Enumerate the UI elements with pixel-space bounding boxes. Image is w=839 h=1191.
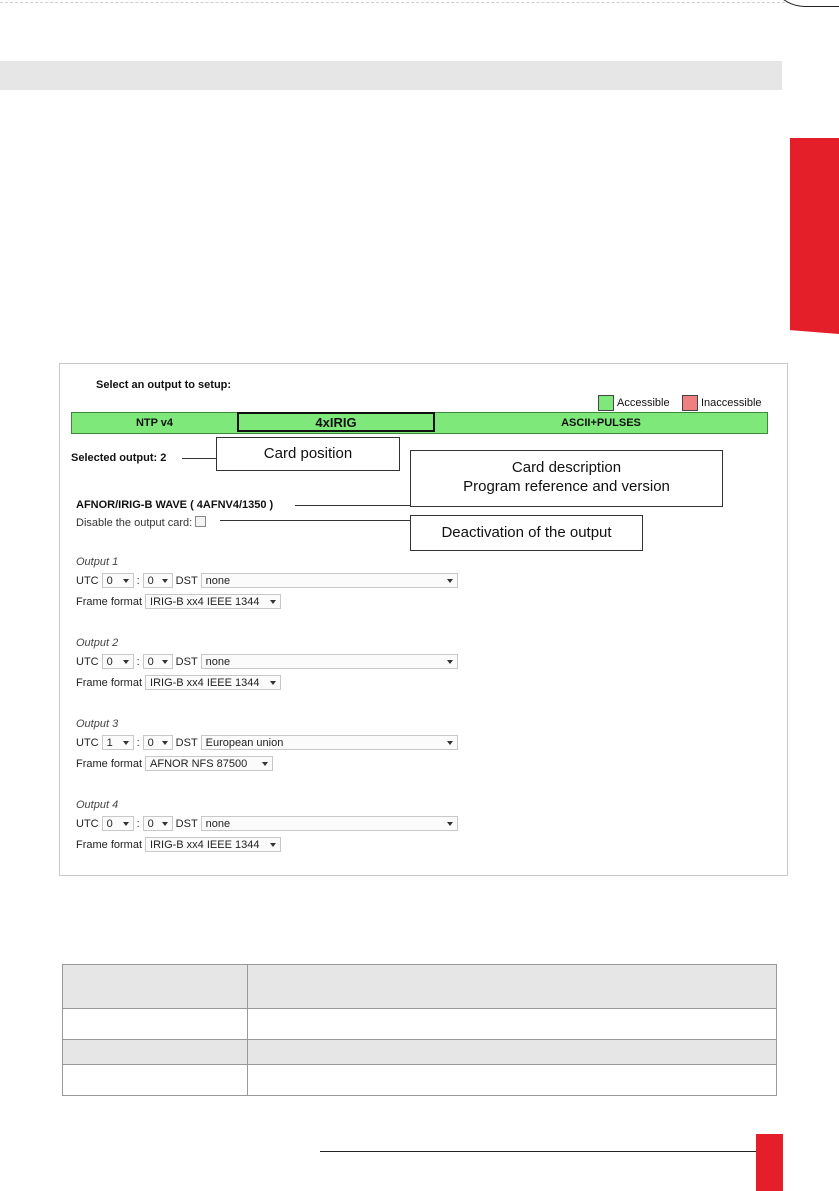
frame-format-value: IRIG-B xx4 IEEE 1344 (150, 676, 260, 689)
chevron-down-icon (447, 741, 453, 745)
table-cell (63, 1040, 248, 1065)
dst-label: DST (175, 574, 198, 587)
card-title: AFNOR/IRIG-B WAVE ( 4AFNV4/1350 ) (76, 499, 274, 511)
utc-minutes-select[interactable] (143, 816, 173, 831)
output-group-4 (76, 799, 461, 857)
utc-hours-select[interactable] (102, 573, 134, 588)
chevron-down-icon (123, 741, 129, 745)
frame-row (76, 593, 461, 610)
header-band (0, 61, 782, 90)
utc-hours-value: 0 (106, 574, 113, 587)
leader-line-position (182, 458, 216, 459)
table-row (63, 1065, 777, 1096)
output-group-1 (76, 556, 461, 614)
output-title: Output 2 (76, 637, 119, 649)
chevron-down-icon (447, 660, 453, 664)
footer-rule (320, 1151, 756, 1152)
chevron-down-icon (270, 843, 276, 847)
utc-hours-select[interactable] (102, 654, 134, 669)
utc-row (76, 653, 461, 670)
dst-value: none (205, 574, 231, 587)
utc-minutes-value: 0 (147, 817, 154, 830)
disable-card-label: Disable the output card: (76, 517, 193, 529)
callout-description-line1: Card description (511, 459, 622, 476)
utc-row (76, 572, 461, 589)
frame-format-select[interactable] (145, 675, 281, 690)
chevron-down-icon (270, 681, 276, 685)
chevron-down-icon (262, 762, 268, 766)
chevron-down-icon (123, 822, 129, 826)
table-cell (248, 1009, 777, 1040)
utc-minutes-value: 0 (147, 736, 154, 749)
utc-row (76, 734, 461, 751)
utc-separator: : (136, 655, 140, 668)
callout-description-line2: Program reference and version (463, 478, 670, 495)
frame-format-label: Frame format (76, 757, 143, 770)
utc-label: UTC (76, 817, 99, 830)
utc-label: UTC (76, 736, 99, 749)
frame-format-label: Frame format (76, 838, 143, 851)
frame-row (76, 836, 461, 853)
table-row (63, 1009, 777, 1040)
frame-format-select[interactable] (145, 837, 281, 852)
output-title: Output 4 (76, 799, 119, 811)
table-cell (63, 965, 248, 1009)
selected-output-label: Selected output: 2 (71, 452, 167, 464)
chevron-down-icon (162, 822, 168, 826)
frame-format-value: IRIG-B xx4 IEEE 1344 (150, 595, 260, 608)
table-cell (248, 965, 777, 1009)
panel-title: Select an output to setup: (96, 379, 232, 391)
callout-deactivation: Deactivation of the output (410, 515, 643, 551)
legend-accessible-label: Accessible (617, 397, 670, 409)
chevron-down-icon (447, 822, 453, 826)
table-cell (63, 1009, 248, 1040)
frame-format-value: AFNOR NFS 87500 (150, 757, 248, 770)
output-title: Output 3 (76, 718, 119, 730)
table-cell (248, 1065, 777, 1096)
utc-separator: : (136, 736, 140, 749)
disable-card-row (76, 517, 206, 529)
dst-label: DST (175, 736, 198, 749)
legend-accessible (598, 395, 670, 411)
dst-select[interactable] (201, 816, 458, 831)
dst-select[interactable] (201, 573, 458, 588)
leader-line-description (295, 505, 410, 506)
footer-red-tab (756, 1134, 783, 1191)
tab-4xirig[interactable]: 4xIRIG (237, 412, 435, 432)
dst-select[interactable] (201, 654, 458, 669)
dst-select[interactable] (201, 735, 458, 750)
chevron-down-icon (162, 579, 168, 583)
frame-format-select[interactable] (145, 756, 273, 771)
dst-value: none (205, 655, 231, 668)
frame-format-label: Frame format (76, 595, 143, 608)
chevron-down-icon (447, 579, 453, 583)
tab-ntp-v4[interactable]: NTP v4 (135, 417, 174, 429)
output-title: Output 1 (76, 556, 119, 568)
table-row (63, 1040, 777, 1065)
frame-format-value: IRIG-B xx4 IEEE 1344 (150, 838, 260, 851)
chevron-down-icon (123, 660, 129, 664)
table-header-row (63, 965, 777, 1009)
utc-hours-select[interactable] (102, 735, 134, 750)
utc-hours-value: 0 (106, 817, 113, 830)
chevron-down-icon (270, 600, 276, 604)
side-red-tab (790, 138, 839, 334)
utc-hours-value: 0 (106, 655, 113, 668)
chevron-down-icon (162, 741, 168, 745)
chevron-down-icon (123, 579, 129, 583)
output-group-3 (76, 718, 461, 776)
frame-row (76, 755, 461, 772)
top-cut-line (0, 0, 839, 6)
leader-line-deactivation (220, 520, 410, 521)
utc-minutes-select[interactable] (143, 654, 173, 669)
inaccessible-swatch (682, 395, 698, 411)
frame-row (76, 674, 461, 691)
utc-label: UTC (76, 574, 99, 587)
legend-inaccessible (682, 395, 762, 411)
legend-inaccessible-label: Inaccessible (701, 397, 762, 409)
accessible-swatch (598, 395, 614, 411)
table-cell (248, 1040, 777, 1065)
utc-minutes-value: 0 (147, 655, 154, 668)
utc-hours-select[interactable] (102, 816, 134, 831)
output-setup-panel (59, 363, 788, 876)
callout-card-description (410, 450, 723, 507)
output-group-2 (76, 637, 461, 695)
utc-separator: : (136, 817, 140, 830)
utc-label: UTC (76, 655, 99, 668)
utc-minutes-select[interactable] (143, 735, 173, 750)
table-cell (63, 1065, 248, 1096)
utc-minutes-value: 0 (147, 574, 154, 587)
dst-label: DST (175, 655, 198, 668)
top-dashed-line (0, 2, 790, 3)
dst-value: none (205, 817, 231, 830)
disable-card-checkbox[interactable] (195, 516, 206, 527)
utc-row (76, 815, 461, 832)
utc-minutes-select[interactable] (143, 573, 173, 588)
frame-format-label: Frame format (76, 676, 143, 689)
empty-table (62, 964, 777, 1096)
utc-hours-value: 1 (106, 736, 113, 749)
dst-label: DST (175, 817, 198, 830)
frame-format-select[interactable] (145, 594, 281, 609)
card-tab-bar (71, 412, 768, 434)
chevron-down-icon (162, 660, 168, 664)
tab-ascii-pulses[interactable]: ASCII+PULSES (561, 417, 641, 429)
utc-separator: : (136, 574, 140, 587)
dst-value: European union (205, 736, 284, 749)
callout-card-position: Card position (216, 437, 400, 471)
